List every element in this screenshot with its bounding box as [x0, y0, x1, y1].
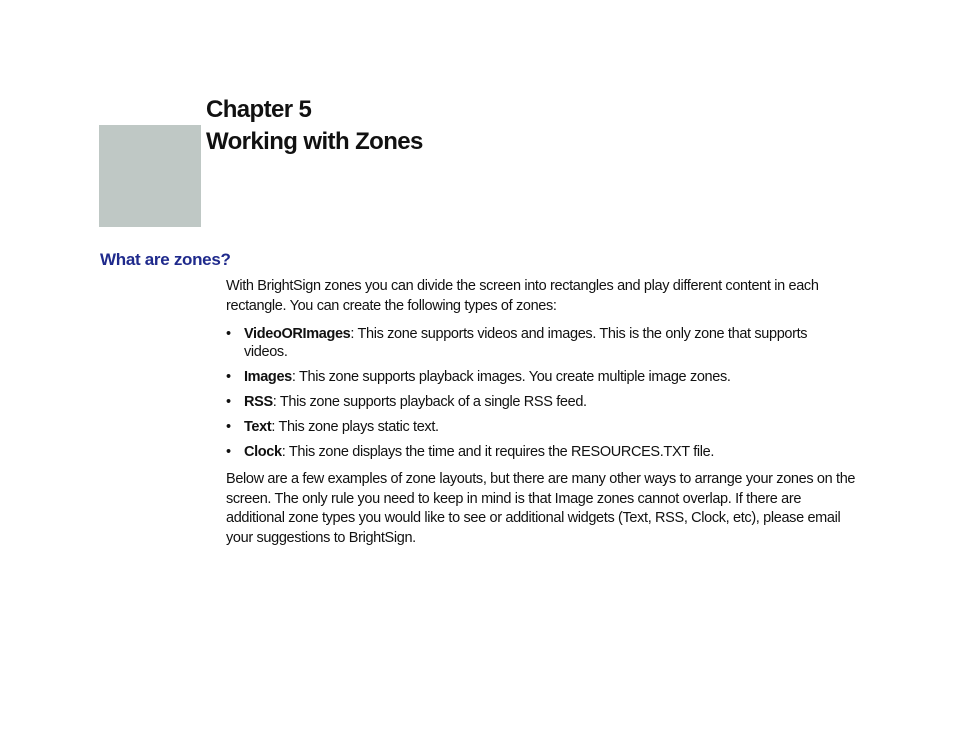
zone-name: Clock: [244, 444, 282, 460]
chapter-title: [206, 94, 423, 158]
chapter-marker-block: [99, 125, 201, 227]
list-item: [226, 325, 846, 361]
zone-description: : This zone supports videos and images. This is the only zone that supports videos.: [244, 326, 808, 360]
zone-type-list: [226, 325, 846, 468]
zone-description: : This zone supports playback images. You create multiple image zones.: [291, 369, 731, 385]
bullet-icon: •: [226, 444, 231, 460]
bullet-icon: •: [226, 369, 231, 385]
list-item: [226, 443, 846, 461]
zone-name: RSS: [244, 394, 273, 410]
section-heading: What are zones?: [100, 250, 231, 269]
closing-paragraph: Below are a few examples of zone layouts, but there are many other ways to arrange your zones on the screen. The only rule you need to keep in mind is that Image zones cannot overlap. If there are additional zone types you would like to see or additional widgets (Text, RSS, Clock, etc), please email your suggestions to BrightSign.: [226, 471, 856, 546]
chapter-name: Working with Zones: [206, 128, 423, 155]
bullet-icon: •: [226, 419, 231, 435]
bullet-icon: •: [226, 394, 231, 410]
zone-description: : This zone plays static text.: [271, 419, 439, 435]
chapter-number: Chapter 5: [206, 96, 312, 123]
zone-name: Images: [244, 369, 292, 385]
list-item: [226, 368, 846, 386]
bullet-icon: •: [226, 326, 231, 342]
zone-name: VideoORImages: [244, 326, 351, 342]
list-item: [226, 418, 846, 436]
zone-name: Text: [244, 419, 272, 435]
zone-description: : This zone displays the time and it requires the RESOURCES.TXT file.: [281, 444, 715, 460]
list-item: [226, 393, 846, 411]
zone-description: : This zone supports playback of a single RSS feed.: [272, 394, 587, 410]
intro-paragraph: With BrightSign zones you can divide the screen into rectangles and play different content in each rectangle. You can create the following types of zones:: [226, 278, 819, 314]
